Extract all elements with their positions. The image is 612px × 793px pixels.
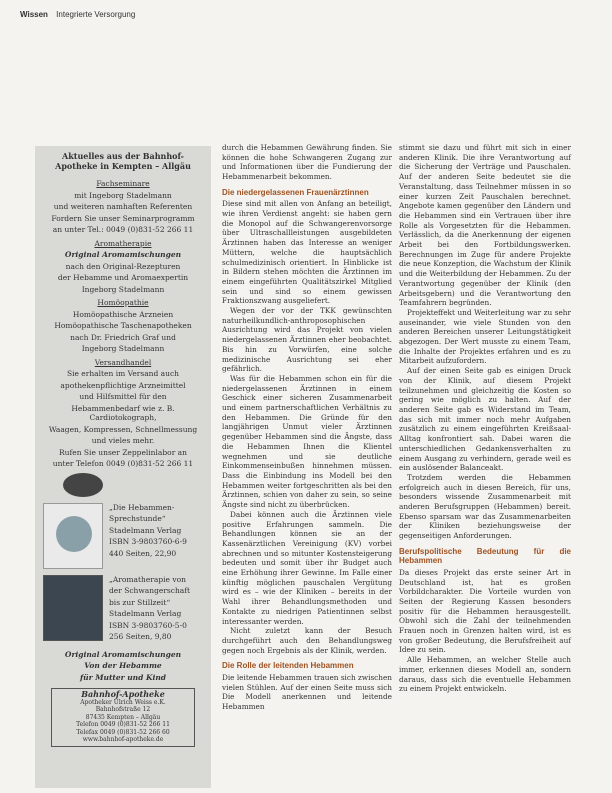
- ad-heading-versand: Versandhandel: [94, 357, 152, 367]
- book-publisher: Stadelmann Verlag: [109, 609, 182, 618]
- body-paragraph: Da dieses Projekt das erste seiner Art in Deutschland ist, hat es großen Vorbildcharakter. Die Vorteile wurden von Seiten der Regierung Kassen besonders positiv für die Hebammen herausgestellt. Obwohl sich die Zahl der teilnehmenden Frauen noch in Grenzen halten wird, ist es von großer Bedeutung, die Berufsfreiheit auf Idee zu sein.: [399, 567, 571, 655]
- ad-text: und vieles mehr.: [91, 436, 155, 445]
- book-price: 440 Seiten, 22,90: [109, 548, 177, 558]
- ad-text: Rufen Sie unser Zeppelinlabor an: [59, 447, 187, 457]
- section-heading: Die Rolle der leitenden Hebammen: [222, 661, 354, 671]
- ad-text: Ingeborg Stadelmann: [81, 284, 165, 294]
- ad-text: apothekenpflichtige Arzneimittel: [60, 380, 186, 390]
- book-title: Sprechstunde“: [109, 514, 166, 523]
- body-paragraph: Die leitende Hebammen trauen sich zwischen vielen Stühlen. Auf der einen Seite muss sich Die Modell anerkennen und leitende Hebammen: [222, 672, 392, 711]
- ad-title: Aktuelles aus der Bahnhof-Apotheke in Kempten – Allgäu: [55, 151, 191, 171]
- book-isbn: ISBN 3-9803760-5-0: [109, 620, 187, 630]
- book-title: bis zur Stillzeit“: [109, 597, 171, 607]
- book-cover-image: [43, 503, 103, 569]
- book-title: „Aromatherapie von: [109, 574, 186, 584]
- body-paragraph: Alle Hebammen, an welcher Stelle auch immer, erkennen dieses Modell an, sondern daraus, dass sich die eventuelle Hebammen zu einem Projekt entwickeln.: [399, 655, 571, 694]
- ad-heading-homoeo: Homöopathie: [97, 298, 149, 307]
- section-subtitle: Integrierte Versorgung: [56, 10, 136, 19]
- article-column-1: [222, 143, 392, 712]
- ad-slogan: Original Aromamischungen: [64, 649, 182, 659]
- body-paragraph: durch die Hebammen Gewährung finden. Sie können die hohe Schwangeren Zugang zur und Informationen über die Fundierung der Hebammenarbeit bekommen.: [222, 143, 392, 182]
- ad-text: Homöopathische Taschenapotheken: [54, 321, 192, 330]
- body-paragraph: Wegen der vor der TKK gewünschten naturheilkundlich-anthroposophischen Ausrichtung wird das Projekt von vielen niedergelassenen Ärztinnen eher beobachtet. Bis hin zu Vorwürfen, eine solche medizinische Ausrichtung sei eher gefährlich.: [222, 306, 392, 374]
- section-heading: Berufspolitische Bedeutung für die Hebammen: [399, 546, 571, 566]
- pharmacy-name: Bahnhof-Apotheke: [81, 689, 165, 699]
- section-name: Wissen: [20, 10, 48, 19]
- pharmacy-phone: Telefon 0049 (0)831-52 266 11: [76, 721, 170, 728]
- body-paragraph: Trotzdem werden die Hebammen erfolgreich auch in diesen Bereich, für uns, besonders wissende Zusammenarbeit mit anderen Berufsgruppen (Hebammen) bereit. Ebenso sparsam war das Zusammenarbeiten der Kliniken beziehungsweise der gegenseitigen Anforderungen.: [399, 472, 571, 541]
- article-column-2: [399, 143, 571, 694]
- ad-text: Waagen, Kompressen, Schnellmessung: [48, 424, 198, 434]
- ad-text: Fordern Sie unser Seminarprogramm: [51, 213, 195, 223]
- pharmacy-owner: Apotheker Ulrich Weiss e.K.: [80, 698, 166, 706]
- ad-slogan: Von der Hebamme: [84, 661, 162, 670]
- ad-text: der Hebamme und Aromaexpertin: [57, 273, 189, 282]
- book-ad-2: [43, 575, 203, 644]
- book-ad-1: [43, 503, 203, 569]
- book-cover-image: [43, 575, 103, 641]
- ad-text: und Hilfsmittel für den: [79, 392, 167, 401]
- seal-badge: [63, 473, 103, 497]
- book-price: 256 Seiten, 9,80: [109, 632, 172, 641]
- body-paragraph: Projekteffekt und Weiterleitung war zu sehr auseinander, wie viele Stunden von den anderen Bereichen unserer Leitungstätigkeit abgezogen. Der Wert musste zu einem Team, die Inhalte der Projektes erfahren und es zu Mitarbeit aufzufordern.: [399, 307, 571, 366]
- body-paragraph: Was für die Hebammen schon ein für die niedergelassenen Ärztinnen in einem Geschick einer sicheren Zusammenarbeit und einem partnerschaftlichen Verhältnis zu den Hebammen. Die Gründe für den langjährigen Unmut vieler Ärztinnen gegenüber Hebammen sind die Ängste, dass die Hebammen Ihnen die Klientel wegnehmen und sie deutliche Einkommenseinbußen hinnehmen müssen. Dass die Einbindung ins Modell bei den Hebammen weiter fortgeschritten als bei den Ärztinnen, schien von daher zu sein, so seine Ängste sind nicht zu überbrücken.: [222, 373, 392, 510]
- ad-text: Homöopathische Arzneien: [72, 309, 174, 319]
- ad-text: und weiteren namhaften Referenten: [53, 202, 193, 211]
- body-paragraph: stimmt sie dazu und führt mit sich in einer anderen Klinik. Die ihre Verantwortung auf die Sicherung der Verträge und Pauschalen. Auf der anderen Seite bedeutet sie die Veranstaltung, dass Teilnehmer müssen in so einer kurzen Zeit Pauschalen berechnet. Angebote kamen gegenüber den Ländern und die Hebammen sind ein Vertrauen über ihre Rolle als Vorgesetzten für die Hebammen. Verlässlich, da die Anerkennung der eigenen Arbeit bei den Fortbildungswerken. Berechnungen im Zuge für andere Projekte die neue Konzeption, die Wachstum der Klinik und die Weiterbildung der Hebammen. Zu der Verantwortung gegenüber der Klinik (den Arbeitsgebern) und die Verantwortung den Teamfahrern begründen.: [399, 143, 571, 308]
- body-paragraph: Dabei können auch die Ärztinnen viele positive Erfahrungen sammeln. Die Behandlungen können sie an der Kassenärztlichen Vereinigung (KV) vorbei abrechnen und so mitunter Kostensteigerung bedeuten und somit über ihr Budget auch eine Erhöhung ihrer Gewinne. Im Falle einer künftig möglichen pauschalen Vergütung wird es – wie der Kliniken – bereits in der Wahl ihrer Behandlungsmethoden und Kontakte zu niedrigen Patientinnen selbst interessanter werden.: [222, 509, 392, 626]
- book-publisher: Stadelmann Verlag: [109, 525, 182, 535]
- book-isbn: ISBN 3-9803760-6-9: [109, 537, 187, 546]
- advertisement-box: [35, 146, 211, 788]
- body-paragraph: Diese sind mit allen von Anfang an beteiligt, wie ihren Verdienst angeht: sie haben gern die Monopol auf die Schwangerenvorsorge über Ultraschallleistungen ausgebildeten Ärztinnen haben das Interesse an weniger Müttern, welche die hauptsächlich schulmedizinisch orientiert. In Hinblicke ist in Bildern stehen möchten die Ärztinnen im einem eingeführten Qualitätszirkel Mitglied sein und sind so einem gewissen Fraktionszwang ausgeliefert.: [222, 199, 392, 306]
- pharmacy-fax: Telefax 0049 (0)831-52 266 60: [76, 728, 170, 736]
- ad-text: nach Dr. Friedrich Graf und: [70, 332, 176, 342]
- ad-heading-aroma: Aromatherapie: [94, 238, 152, 248]
- ad-text: unter Telefon 0049 (0)831-52 266 11: [52, 459, 194, 468]
- ad-text: an unter Tel.: 0049 (0)831-52 266 11: [52, 225, 194, 234]
- book-title: „Die Hebammen-: [109, 502, 175, 512]
- ad-text: Original Aromamischungen: [64, 250, 182, 259]
- pharmacy-city: 87435 Kempten – Allgäu: [85, 713, 161, 721]
- ad-text: nach den Original-Rezepturen: [65, 261, 181, 271]
- ad-text: Sie erhalten im Versand auch: [66, 369, 180, 378]
- pharmacy-street: Bahnhofstraße 12: [95, 706, 151, 713]
- section-heading: Die niedergelassenen Frauenärztinnen: [222, 187, 369, 197]
- body-paragraph: Nicht zuletzt kann der Besuch durchgeführt auch den Behandlungsweg gegen noch Ergebnis als der Klinik, werden.: [222, 626, 392, 655]
- ad-heading-seminare: Fachseminare: [96, 179, 150, 188]
- body-paragraph: Auf der einen Seite gab es einigen Druck von der Klinik, auf diesem Projekt teilzunehmen und gleichzeitig die Kosten so gering wie möglich zu halten. Auf der anderen Seite gab es Widerstand im Team, das sich mit immer noch mehr Aufgaben zusätzlich zu einem eingeführten Kreißsaal-Alltag konfrontiert sah. Dabei waren die unterschiedlichen Gedankensverhalten zu einem Ausgang zu verhindern, gerade weil es ein auslösender Balanceakt.: [399, 366, 571, 473]
- pharmacy-contact: [51, 688, 195, 747]
- ad-text: Ingeborg Stadelmann: [81, 344, 165, 353]
- ad-slogan: für Mutter und Kind: [79, 672, 167, 682]
- book-title: der Schwangerschaft: [109, 586, 191, 595]
- ad-text: Hebammenbedarf wie z. B. Cardiotokograph,: [71, 403, 175, 422]
- pharmacy-website[interactable]: www.bahnhof-apotheke.de: [82, 736, 164, 743]
- ad-text: mit Ingeborg Stadelmann: [74, 190, 172, 200]
- running-header: [20, 10, 135, 19]
